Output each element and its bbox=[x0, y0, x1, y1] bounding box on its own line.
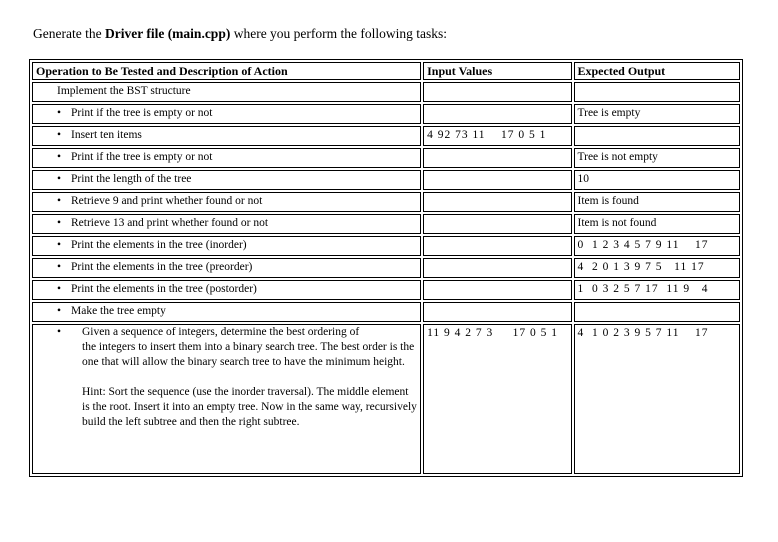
bullet-icon: • bbox=[57, 326, 62, 338]
input-cell bbox=[423, 214, 571, 234]
intro-bold-filename: Driver file (main.cpp) bbox=[104, 26, 231, 41]
bullet-icon: • bbox=[57, 151, 62, 163]
instructions-heading bbox=[33, 26, 447, 42]
input-cell bbox=[423, 302, 571, 322]
table-row bbox=[32, 258, 740, 278]
table-row bbox=[32, 148, 740, 168]
intro-suffix: where you perform the following tasks: bbox=[230, 26, 448, 41]
operation-text: Print if the tree is empty or not bbox=[71, 107, 213, 119]
table-row bbox=[32, 82, 740, 102]
operation-text: Print if the tree is empty or not bbox=[71, 151, 213, 163]
paragraph-gap bbox=[36, 370, 417, 385]
bullet-icon: • bbox=[57, 195, 62, 207]
operation-cell bbox=[32, 236, 421, 256]
bullet-icon: • bbox=[57, 239, 62, 251]
header-input-values: Input Values bbox=[423, 62, 571, 80]
table-row bbox=[32, 302, 740, 322]
output-cell: 0 1 2 3 4 5 7 9 11 17 bbox=[574, 236, 741, 256]
table-header-row bbox=[32, 62, 740, 80]
output-cell: 1 0 3 2 5 7 17 11 9 4 bbox=[574, 280, 741, 300]
operation-first-line bbox=[36, 325, 417, 340]
bullet-icon: • bbox=[57, 261, 62, 273]
operation-text: Retrieve 13 and print whether found or not bbox=[71, 217, 269, 229]
operation-cell bbox=[32, 148, 421, 168]
table-row bbox=[32, 170, 740, 190]
output-cell bbox=[574, 82, 741, 102]
input-cell: 4 92 73 11 17 0 5 1 bbox=[423, 126, 571, 146]
operation-text: Print the elements in the tree (preorder) bbox=[71, 261, 253, 273]
operation-cell bbox=[32, 280, 421, 300]
operation-cell bbox=[32, 104, 421, 124]
output-cell: 4 2 0 1 3 9 7 5 11 17 bbox=[574, 258, 741, 278]
input-cell bbox=[423, 192, 571, 212]
input-cell bbox=[423, 258, 571, 278]
operation-text: Print the length of the tree bbox=[71, 173, 192, 185]
input-cell bbox=[423, 170, 571, 190]
operation-text: Print the elements in the tree (postorder) bbox=[71, 283, 257, 295]
table-row bbox=[32, 126, 740, 146]
output-cell: Item is not found bbox=[574, 214, 741, 234]
input-cell: 11 9 4 2 7 3 17 0 5 1 bbox=[423, 324, 571, 474]
operation-cell bbox=[32, 170, 421, 190]
task-table bbox=[29, 59, 743, 477]
operation-cell bbox=[32, 192, 421, 212]
operation-text: Retrieve 9 and print whether found or not bbox=[71, 195, 263, 207]
input-cell bbox=[423, 104, 571, 124]
input-cell bbox=[423, 82, 571, 102]
operation-text: Insert ten items bbox=[71, 129, 142, 141]
bullet-icon: • bbox=[57, 107, 62, 119]
operation-text: Make the tree empty bbox=[71, 305, 166, 317]
table-row-best-ordering bbox=[32, 324, 740, 474]
table-row bbox=[32, 214, 740, 234]
output-cell: Tree is not empty bbox=[574, 148, 741, 168]
intro-prefix: Generate the bbox=[33, 26, 105, 41]
output-cell: Item is found bbox=[574, 192, 741, 212]
output-cell bbox=[574, 126, 741, 146]
bullet-icon: • bbox=[57, 173, 62, 185]
input-cell bbox=[423, 280, 571, 300]
bullet-icon: • bbox=[57, 305, 62, 317]
table-row bbox=[32, 104, 740, 124]
bullet-icon: • bbox=[57, 217, 62, 229]
operation-cell bbox=[32, 258, 421, 278]
operation-cell bbox=[32, 126, 421, 146]
header-expected-output: Expected Output bbox=[574, 62, 741, 80]
operation-cell bbox=[32, 302, 421, 322]
bullet-icon: • bbox=[57, 129, 62, 141]
table-row bbox=[32, 192, 740, 212]
header-operation: Operation to Be Tested and Description of Action bbox=[32, 62, 421, 80]
input-cell bbox=[423, 148, 571, 168]
output-cell: 4 1 0 2 3 9 5 7 11 17 bbox=[574, 324, 741, 474]
operation-text: Print the elements in the tree (inorder) bbox=[71, 239, 247, 251]
bullet-icon: • bbox=[57, 283, 62, 295]
operation-continuation: the integers to insert them into a binary search tree. The best order is the one that will allow the binary search tree to have the minimum height. bbox=[82, 341, 415, 368]
table-row bbox=[32, 280, 740, 300]
hint-text: Hint: Sort the sequence (use the inorder traversal). The middle element is the root. Insert it into an empty tree. Now in the same way, recursively build the left subtree and then the right subtree. bbox=[82, 386, 417, 428]
output-cell bbox=[574, 302, 741, 322]
operation-cell bbox=[32, 214, 421, 234]
operation-cell bbox=[32, 324, 421, 474]
output-cell: Tree is empty bbox=[574, 104, 741, 124]
input-cell bbox=[423, 236, 571, 256]
table-row bbox=[32, 236, 740, 256]
operation-text: Given a sequence of integers, determine the best ordering of bbox=[82, 326, 360, 338]
operation-cell: Implement the BST structure bbox=[32, 82, 421, 102]
output-cell: 10 bbox=[574, 170, 741, 190]
